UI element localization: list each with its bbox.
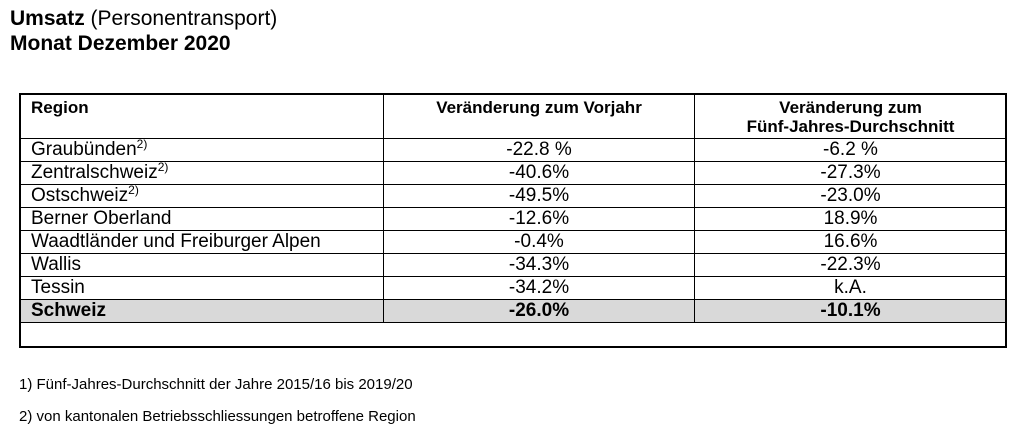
cell-vorjahr: -49.5%	[384, 185, 695, 208]
title-bold: Umsatz	[10, 7, 85, 30]
table-body	[21, 139, 1007, 323]
footnote-2: 2) von kantonalen Betriebsschliessungen betroffene Region	[19, 408, 416, 425]
table-header-row	[21, 95, 1007, 139]
title-rest: (Personentransport)	[90, 7, 278, 30]
cell-vorjahr: -34.3%	[384, 254, 695, 277]
footnote-1: 1) Fünf-Jahres-Durchschnitt der Jahre 2015/16 bis 2019/20	[19, 376, 413, 393]
page-title	[10, 6, 277, 56]
cell-vorjahr: -34.2%	[384, 277, 695, 300]
cell-region	[21, 231, 384, 254]
cell-total-fuenfjahr: -10.1%	[695, 300, 1007, 323]
cell-region	[21, 185, 384, 208]
cell-region	[21, 208, 384, 231]
column-header-fuenfjahr: Veränderung zum Fünf-Jahres-Durchschnitt	[695, 95, 1007, 139]
cell-region	[21, 277, 384, 300]
cell-vorjahr: -22.8 %	[384, 139, 695, 162]
table-row	[21, 162, 1007, 185]
table-row	[21, 254, 1007, 277]
footnote-marker: 2)	[136, 137, 148, 151]
table-row	[21, 277, 1007, 300]
region-label: Wallis	[31, 254, 81, 275]
cell-vorjahr: -0.4%	[384, 231, 695, 254]
cell-fuenfjahr: -27.3%	[695, 162, 1007, 185]
region-label: Berner Oberland	[31, 208, 172, 229]
cell-fuenfjahr: 18.9%	[695, 208, 1007, 231]
cell-region	[21, 254, 384, 277]
cell-fuenfjahr: 16.6%	[695, 231, 1007, 254]
table-row	[21, 208, 1007, 231]
column-header-vorjahr: Veränderung zum Vorjahr	[384, 95, 695, 139]
cell-region	[21, 139, 384, 162]
table-row	[21, 139, 1007, 162]
footnote-marker: 2)	[128, 183, 139, 197]
revenue-table	[20, 94, 1007, 323]
cell-total-vorjahr: -26.0%	[384, 300, 695, 323]
region-label: Ostschweiz	[31, 185, 129, 206]
table-row	[21, 185, 1007, 208]
region-label: Zentralschweiz	[31, 162, 158, 183]
table-row-total	[21, 300, 1007, 323]
cell-total-region: Schweiz	[21, 300, 384, 323]
cell-vorjahr: -12.6%	[384, 208, 695, 231]
cell-fuenfjahr: -23.0%	[695, 185, 1007, 208]
footnote-marker: 2)	[157, 160, 169, 174]
region-label: Tessin	[31, 277, 85, 298]
region-label: Waadtländer und Freiburger Alpen	[31, 231, 321, 252]
column-header-region: Region	[21, 95, 384, 139]
table-row	[21, 231, 1007, 254]
cell-fuenfjahr: k.A.	[695, 277, 1007, 300]
cell-vorjahr: -40.6%	[384, 162, 695, 185]
page-subtitle: Monat Dezember 2020	[10, 32, 231, 55]
cell-region	[21, 162, 384, 185]
cell-fuenfjahr: -22.3%	[695, 254, 1007, 277]
cell-fuenfjahr: -6.2 %	[695, 139, 1007, 162]
region-label: Graubünden	[31, 139, 137, 160]
